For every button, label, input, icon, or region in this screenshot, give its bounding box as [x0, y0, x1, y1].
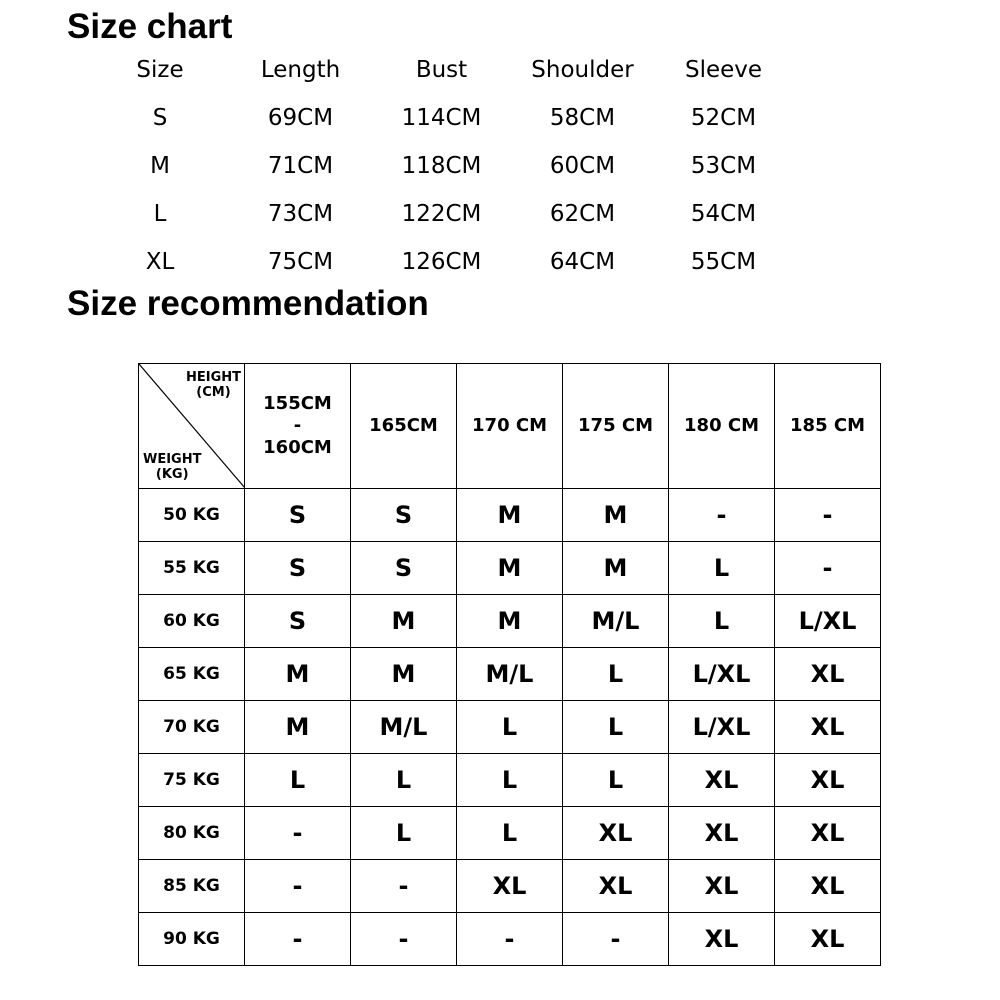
shoulder-cell: 58CM: [549, 105, 616, 131]
size-chart-table: [90, 46, 794, 286]
size-recommendation-table: [138, 363, 881, 966]
column-header: Bust: [415, 57, 468, 83]
recommended-size-cell: XL: [775, 913, 881, 966]
recommended-size-cell: M: [351, 648, 457, 701]
height-header-cell: 165CM: [351, 364, 457, 489]
recommended-size-cell: -: [563, 913, 669, 966]
recommended-size-cell: L: [457, 807, 563, 860]
weight-row: [139, 595, 881, 648]
weight-label-cell: 55 KG: [139, 542, 245, 595]
size-chart-row: [90, 238, 794, 286]
recommended-size-cell: L: [669, 595, 775, 648]
bust-cell: 126CM: [401, 249, 482, 275]
weight-label-cell: 75 KG: [139, 754, 245, 807]
recommended-size-cell: -: [775, 542, 881, 595]
recommended-size-cell: M/L: [351, 701, 457, 754]
recommended-size-cell: L: [669, 542, 775, 595]
recommended-size-cell: -: [669, 489, 775, 542]
size-cell: M: [150, 153, 170, 179]
height-axis-label: [186, 370, 241, 400]
sleeve-cell: 53CM: [690, 153, 757, 179]
size-chart-row: [90, 190, 794, 238]
recommended-size-cell: M: [457, 489, 563, 542]
recommended-size-cell: L/XL: [775, 595, 881, 648]
size-cell: L: [153, 201, 167, 227]
weight-label-cell: 50 KG: [139, 489, 245, 542]
recommended-size-cell: -: [245, 807, 351, 860]
recommended-size-cell: XL: [563, 860, 669, 913]
column-header: Sleeve: [684, 57, 763, 83]
height-range-start: 155CM: [263, 393, 332, 414]
weight-row: [139, 701, 881, 754]
size-cell: XL: [145, 249, 175, 275]
height-header-cell: 185 CM: [775, 364, 881, 489]
size-cell: S: [152, 105, 168, 131]
recommended-size-cell: -: [245, 913, 351, 966]
height-label: HEIGHT: [185, 370, 241, 385]
recommended-size-cell: S: [351, 489, 457, 542]
bust-cell: 122CM: [401, 201, 482, 227]
recommended-size-cell: XL: [775, 648, 881, 701]
recommended-size-cell: XL: [669, 913, 775, 966]
height-header-cell: 175 CM: [563, 364, 669, 489]
recommended-size-cell: M/L: [563, 595, 669, 648]
weight-row: [139, 860, 881, 913]
recommended-size-cell: M/L: [457, 648, 563, 701]
weight-label-cell: 70 KG: [139, 701, 245, 754]
column-header: Length: [260, 57, 341, 83]
weight-label-cell: 85 KG: [139, 860, 245, 913]
length-cell: 69CM: [267, 105, 334, 131]
weight-label-cell: 80 KG: [139, 807, 245, 860]
recommended-size-cell: XL: [775, 860, 881, 913]
recommended-size-cell: S: [245, 595, 351, 648]
bust-cell: 118CM: [401, 153, 482, 179]
corner-header-cell: [139, 364, 245, 489]
recommended-size-cell: M: [245, 648, 351, 701]
recommended-size-cell: XL: [775, 754, 881, 807]
recommended-size-cell: M: [457, 595, 563, 648]
size-chart-row: [90, 142, 794, 190]
column-header: Size: [136, 57, 184, 83]
recommended-size-cell: -: [351, 913, 457, 966]
recommended-size-cell: -: [245, 860, 351, 913]
recommended-size-cell: XL: [563, 807, 669, 860]
shoulder-cell: 64CM: [549, 249, 616, 275]
height-range-end: 160CM: [263, 437, 332, 458]
recommended-size-cell: M: [563, 489, 669, 542]
length-cell: 75CM: [267, 249, 334, 275]
weight-row: [139, 807, 881, 860]
size-chart-title: Size chart: [67, 7, 233, 46]
height-header-row: [139, 364, 881, 489]
recommended-size-cell: S: [245, 489, 351, 542]
recommended-size-cell: XL: [669, 807, 775, 860]
height-header-cell: 180 CM: [669, 364, 775, 489]
recommended-size-cell: M: [563, 542, 669, 595]
weight-unit: (KG): [155, 467, 189, 482]
recommended-size-cell: XL: [775, 701, 881, 754]
height-unit: (CM): [196, 385, 231, 400]
recommended-size-cell: L: [351, 807, 457, 860]
recommended-size-cell: L: [457, 701, 563, 754]
recommended-size-cell: S: [245, 542, 351, 595]
recommended-size-cell: L: [563, 754, 669, 807]
weight-row: [139, 754, 881, 807]
recommended-size-cell: L/XL: [669, 648, 775, 701]
weight-row: [139, 489, 881, 542]
weight-row: [139, 542, 881, 595]
recommended-size-cell: L: [563, 701, 669, 754]
size-recommendation-title: Size recommendation: [67, 284, 429, 323]
weight-label-cell: 90 KG: [139, 913, 245, 966]
height-header-cell: 170 CM: [457, 364, 563, 489]
recommended-size-cell: -: [775, 489, 881, 542]
sleeve-cell: 52CM: [690, 105, 757, 131]
shoulder-cell: 60CM: [549, 153, 616, 179]
size-chart-row: [90, 94, 794, 142]
weight-row: [139, 913, 881, 966]
weight-label-cell: 60 KG: [139, 595, 245, 648]
height-header-cell: [245, 364, 351, 489]
recommended-size-cell: M: [351, 595, 457, 648]
recommended-size-cell: S: [351, 542, 457, 595]
sleeve-cell: 54CM: [690, 201, 757, 227]
weight-label: WEIGHT: [143, 452, 202, 467]
length-cell: 73CM: [267, 201, 334, 227]
recommended-size-cell: L: [245, 754, 351, 807]
sleeve-cell: 55CM: [690, 249, 757, 275]
bust-cell: 114CM: [401, 105, 482, 131]
recommended-size-cell: L/XL: [669, 701, 775, 754]
weight-row: [139, 648, 881, 701]
height-range-dash: -: [293, 415, 302, 436]
recommended-size-cell: -: [457, 913, 563, 966]
recommended-size-cell: L: [351, 754, 457, 807]
weight-label-cell: 65 KG: [139, 648, 245, 701]
length-cell: 71CM: [267, 153, 334, 179]
recommended-size-cell: XL: [775, 807, 881, 860]
recommended-size-cell: M: [245, 701, 351, 754]
recommended-size-cell: XL: [669, 860, 775, 913]
recommended-size-cell: -: [351, 860, 457, 913]
recommended-size-cell: L: [457, 754, 563, 807]
recommended-size-cell: XL: [457, 860, 563, 913]
size-chart-header-row: [90, 46, 794, 94]
recommended-size-cell: XL: [669, 754, 775, 807]
column-header: Shoulder: [531, 57, 634, 83]
recommended-size-cell: M: [457, 542, 563, 595]
recommended-size-cell: L: [563, 648, 669, 701]
shoulder-cell: 62CM: [549, 201, 616, 227]
weight-axis-label: [143, 452, 201, 482]
